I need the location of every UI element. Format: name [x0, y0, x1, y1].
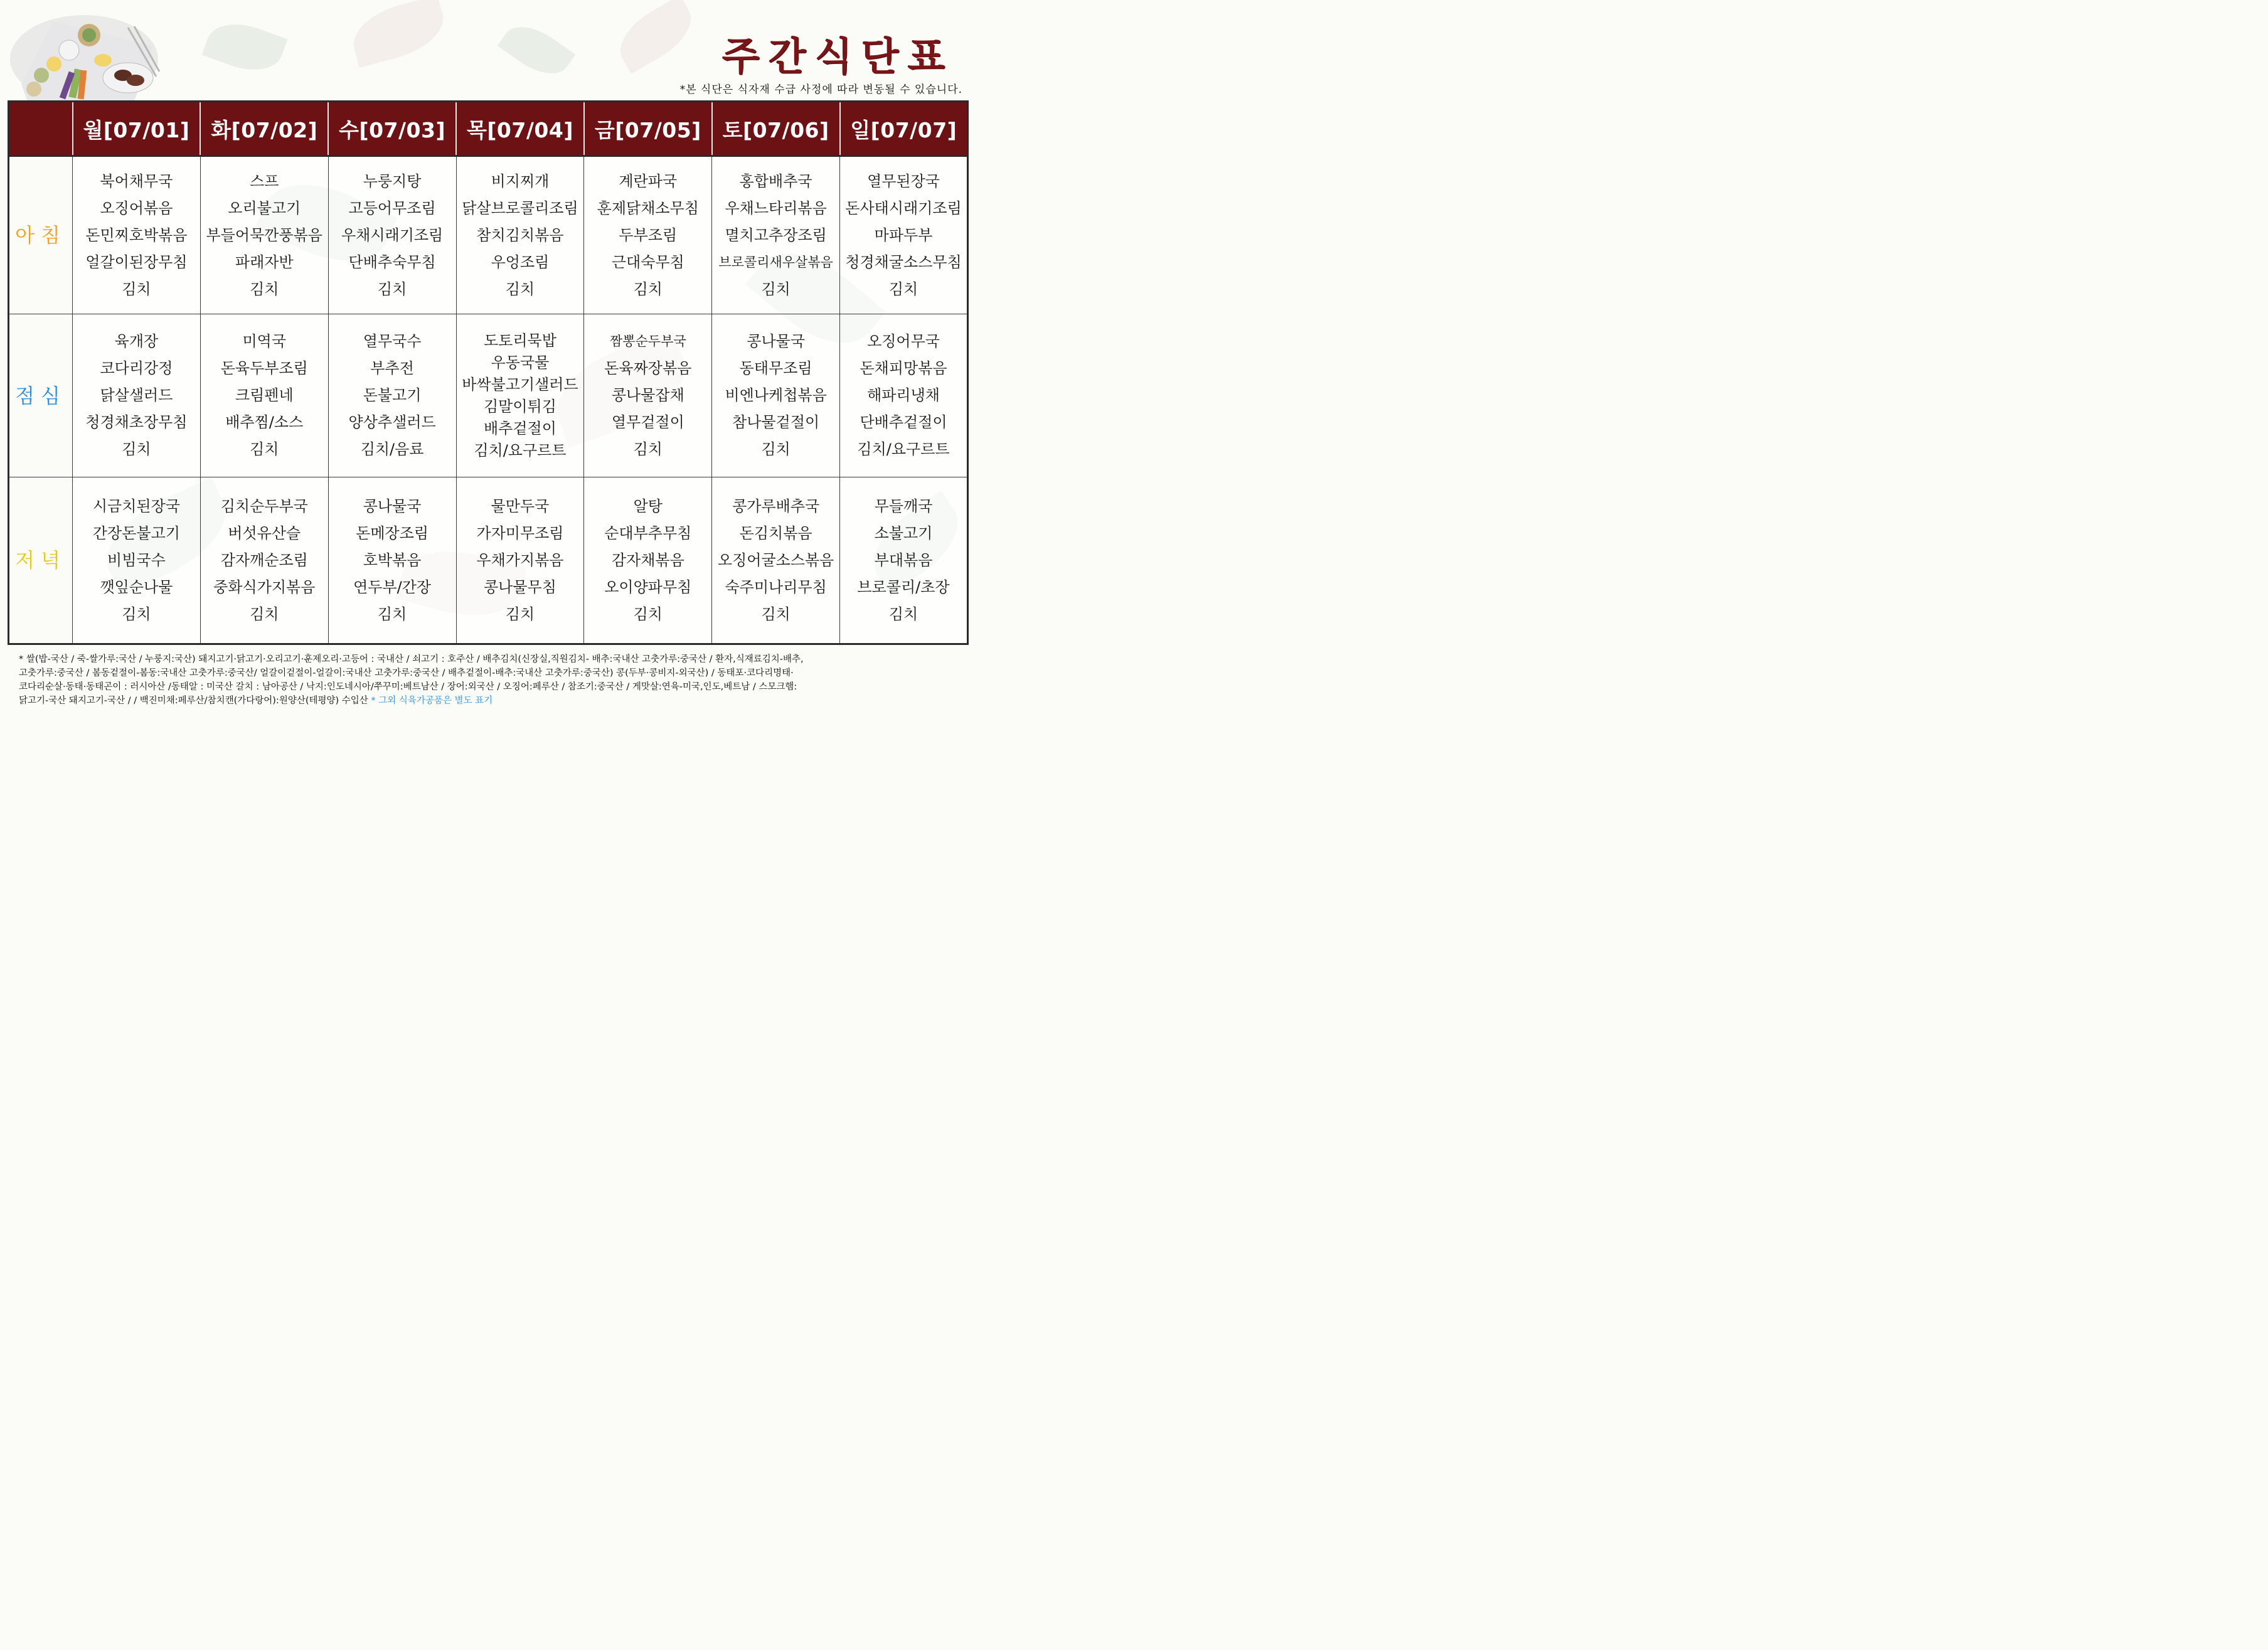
menu-item: 양상추샐러드 — [348, 413, 436, 431]
menu-cell — [456, 477, 584, 644]
menu-item: 얼갈이된장무침 — [85, 253, 188, 271]
menu-item: 미역국 — [242, 333, 287, 350]
menu-item: 순대부추무침 — [604, 524, 692, 542]
menu-item: 콩가루배추국 — [732, 497, 820, 515]
menu-item: 김치 — [761, 280, 791, 298]
menu-cell — [840, 314, 968, 477]
menu-item: 북어채무국 — [100, 172, 173, 190]
menu-cell — [328, 314, 456, 477]
day-header: 금[07/05] — [584, 102, 712, 156]
menu-item: 깻잎순나물 — [100, 578, 173, 596]
menu-item: 열무된장국 — [867, 172, 940, 190]
menu-cell — [200, 156, 328, 314]
menu-item: 김치 — [761, 440, 791, 458]
menu-item: 돈채피망볶음 — [860, 359, 947, 377]
menu-cell — [456, 314, 584, 477]
menu-cell — [712, 477, 840, 644]
menu-item: 두부조림 — [619, 226, 678, 244]
meal-row-breakfast — [9, 156, 968, 314]
menu-item: 콩나물국 — [363, 497, 422, 515]
menu-item: 육개장 — [114, 333, 159, 350]
menu-item: 열무겉절이 — [611, 413, 684, 431]
menu-item: 고등어무조림 — [348, 199, 436, 217]
menu-item: 시금치된장국 — [92, 497, 180, 515]
menu-item: 감자채볶음 — [611, 551, 684, 569]
menu-item: 비지찌개 — [491, 172, 550, 190]
menu-item: 열무국수 — [363, 333, 422, 350]
menu-item: 오리불고기 — [228, 199, 301, 217]
menu-item: 중화식가지볶음 — [213, 578, 316, 596]
day-header: 수[07/03] — [328, 102, 456, 156]
day-header: 월[07/01] — [73, 102, 201, 156]
menu-item: 김치순두부국 — [220, 497, 308, 515]
menu-item: 김치 — [505, 280, 535, 298]
menu-cell — [200, 314, 328, 477]
menu-cell — [328, 477, 456, 644]
menu-item: 홍합배추국 — [739, 172, 812, 190]
menu-item: 짬뽕순두부국 — [609, 334, 686, 349]
menu-item: 호박볶음 — [363, 551, 422, 569]
menu-item: 김치/요구르트 — [857, 440, 950, 458]
menu-item: 돈김치볶음 — [739, 524, 812, 542]
day-header: 화[07/02] — [200, 102, 328, 156]
menu-item: 오징어무국 — [867, 333, 940, 350]
menu-item: 물만두국 — [491, 497, 550, 515]
meal-label-dinner: 저녁 — [9, 477, 73, 644]
menu-item: 누룽지탕 — [363, 172, 422, 190]
menu-item: 김치 — [888, 605, 918, 623]
origin-line: 코다리순살·동태·동태곤이 : 러시아산 /동태알 : 미국산 갈치 : 남아공산 / 낙지:인도네시아/쭈꾸미:베트남산 / 장어:외국산 / 오징어:페루산 / 참조기:중국산 / 게맛살:연육-미국,인도,베트남 / 스모크햄: — [19, 682, 797, 692]
menu-item: 단배추겉절이 — [860, 413, 947, 431]
menu-item: 간장돈불고기 — [92, 524, 180, 542]
menu-item: 참나물겉절이 — [732, 413, 820, 431]
menu-item: 콩나물무침 — [483, 578, 556, 596]
menu-item: 부추전 — [370, 359, 414, 377]
menu-item: 오징어볶음 — [100, 199, 173, 217]
menu-item: 청경채굴소스무침 — [845, 253, 962, 271]
menu-item: 계란파국 — [619, 172, 678, 190]
weekly-menu-table — [8, 100, 969, 645]
meal-label-breakfast: 아침 — [9, 156, 73, 314]
menu-item: 크림펜네 — [235, 386, 294, 404]
menu-item: 도토리묵밥 — [483, 331, 556, 349]
menu-item: 김치 — [505, 605, 535, 623]
origin-line: * 쌀(밥-국산 / 죽-쌀가루:국산 / 누룽지:국산) 돼지고기·닭고기·오리고기·훈제오리·고등어 : 국내산 / 쇠고기 : 호주산 / 배추김치(신장실,직원김치- 배추:국내산 고춧가루:중국산 / 환자,식재료김치-배추, — [19, 654, 804, 664]
menu-item: 알탕 — [633, 497, 663, 515]
page-title: 주간식단표 — [721, 33, 954, 79]
menu-item: 코다리강정 — [100, 359, 173, 377]
menu-cell — [840, 477, 968, 644]
menu-item: 김치/요구르트 — [474, 441, 567, 459]
menu-item: 우채시래기조림 — [341, 226, 444, 244]
menu-cell — [584, 156, 712, 314]
menu-cell — [840, 156, 968, 314]
menu-item: 닭살샐러드 — [100, 386, 173, 404]
menu-item: 김치 — [122, 605, 151, 623]
menu-item: 단배추숙무침 — [348, 253, 436, 271]
menu-item: 파래자반 — [235, 253, 294, 271]
menu-item: 김치 — [888, 280, 918, 298]
origin-line — [19, 694, 960, 708]
menu-cell — [73, 314, 201, 477]
menu-item: 버섯유산슬 — [228, 524, 301, 542]
menu-item: 멸치고추장조림 — [725, 226, 827, 244]
menu-item: 근대숙무침 — [611, 253, 684, 271]
menu-item: 돈메장조림 — [356, 524, 429, 542]
menu-item: 우채느타리볶음 — [725, 199, 827, 217]
menu-item: 김치 — [633, 605, 663, 623]
menu-item: 동태무조림 — [739, 359, 812, 377]
menu-item: 돈불고기 — [363, 386, 422, 404]
menu-item: 감자깨순조림 — [220, 551, 308, 569]
menu-item: 김치 — [122, 440, 151, 458]
header-corner — [9, 102, 73, 156]
menu-item: 마파두부 — [874, 226, 933, 244]
menu-item: 부대볶음 — [874, 551, 933, 569]
menu-item: 닭살브로콜리조림 — [462, 199, 578, 217]
menu-item: 오이양파무침 — [604, 578, 692, 596]
menu-item: 배추겉절이 — [483, 419, 556, 437]
menu-item: 돈민찌호박볶음 — [85, 226, 188, 244]
menu-item: 콩나물국 — [747, 333, 806, 350]
menu-item: 김치 — [377, 280, 407, 298]
meal-row-lunch — [9, 314, 968, 477]
menu-item: 바싹불고기샐러드 — [462, 375, 578, 393]
menu-item: 비엔나케첩볶음 — [725, 386, 827, 404]
menu-cell — [712, 156, 840, 314]
menu-cell — [73, 156, 201, 314]
menu-item: 브로콜리새우살볶음 — [718, 254, 833, 270]
menu-item: 해파리냉채 — [867, 386, 940, 404]
day-header: 일[07/07] — [840, 102, 968, 156]
menu-cell — [712, 314, 840, 477]
menu-item: 돈사태시래기조림 — [845, 199, 962, 217]
menu-item: 김치 — [250, 440, 279, 458]
menu-cell — [73, 477, 201, 644]
menu-item: 부들어묵깐풍볶음 — [206, 226, 322, 244]
menu-item: 소불고기 — [874, 524, 933, 542]
menu-item: 비빔국수 — [107, 551, 166, 569]
food-tray-image — [9, 9, 163, 102]
menu-change-notice: *본 식단은 식자재 수급 사정에 따라 변동될 수 있습니다. — [679, 83, 962, 96]
meal-label-lunch: 점심 — [9, 314, 73, 477]
menu-item: 김치 — [250, 280, 279, 298]
origin-extra-note: * 그외 식육가공품은 별도 표기 — [371, 696, 493, 706]
menu-item: 우채가지볶음 — [476, 551, 564, 569]
menu-cell — [584, 314, 712, 477]
day-header-row — [9, 102, 968, 156]
menu-cell — [200, 477, 328, 644]
day-header: 목[07/04] — [456, 102, 584, 156]
menu-item: 김치 — [633, 440, 663, 458]
menu-item: 김말이튀김 — [483, 397, 556, 415]
origin-line: 고춧가루:중국산 / 봄동겉절이-봄동:국내산 고춧가루:중국산/ 얼갈이겉절이-얼갈이:국내산 고춧가루:중국산 / 배추겉절이-배추:국내산 고춧가루:중국산) 콩(두부·콩비지-외국산) / 동태포·코다리명태· — [19, 668, 794, 678]
menu-item: 청경채초장무침 — [85, 413, 188, 431]
menu-item: 가자미무조림 — [476, 524, 564, 542]
menu-item: 배추찜/소스 — [225, 413, 304, 431]
meal-row-dinner — [9, 477, 968, 644]
menu-item: 오징어굴소스볶음 — [717, 551, 834, 569]
menu-item: 스프 — [250, 172, 279, 190]
origin-info — [19, 652, 960, 708]
menu-item: 우동국물 — [491, 353, 550, 371]
menu-item: 김치/음료 — [360, 440, 424, 458]
menu-item: 훈제닭채소무침 — [597, 199, 699, 217]
menu-cell — [584, 477, 712, 644]
menu-item: 돈육두부조림 — [220, 359, 308, 377]
menu-item: 김치 — [122, 280, 151, 298]
menu-item: 김치 — [377, 605, 407, 623]
menu-item: 김치 — [250, 605, 279, 623]
origin-line-text: 닭고기-국산 돼지고기-국산 / / 백진미채:페루산/참치캔(가다랑어):원양산(테평양) 수입산 — [19, 696, 371, 706]
menu-item: 무들깨국 — [874, 497, 933, 515]
menu-item: 참치김치볶음 — [476, 226, 564, 244]
menu-item: 우엉조림 — [491, 253, 550, 271]
menu-item: 연두부/간장 — [353, 578, 432, 596]
menu-item: 김치 — [761, 605, 791, 623]
menu-item: 숙주미나리무침 — [725, 578, 827, 596]
menu-cell — [328, 156, 456, 314]
menu-item: 김치 — [633, 280, 663, 298]
menu-item: 콩나물잡채 — [611, 386, 684, 404]
day-header: 토[07/06] — [712, 102, 840, 156]
menu-item: 브로콜리/초장 — [857, 578, 950, 596]
menu-cell — [456, 156, 584, 314]
menu-item: 돈육짜장볶음 — [604, 359, 692, 377]
